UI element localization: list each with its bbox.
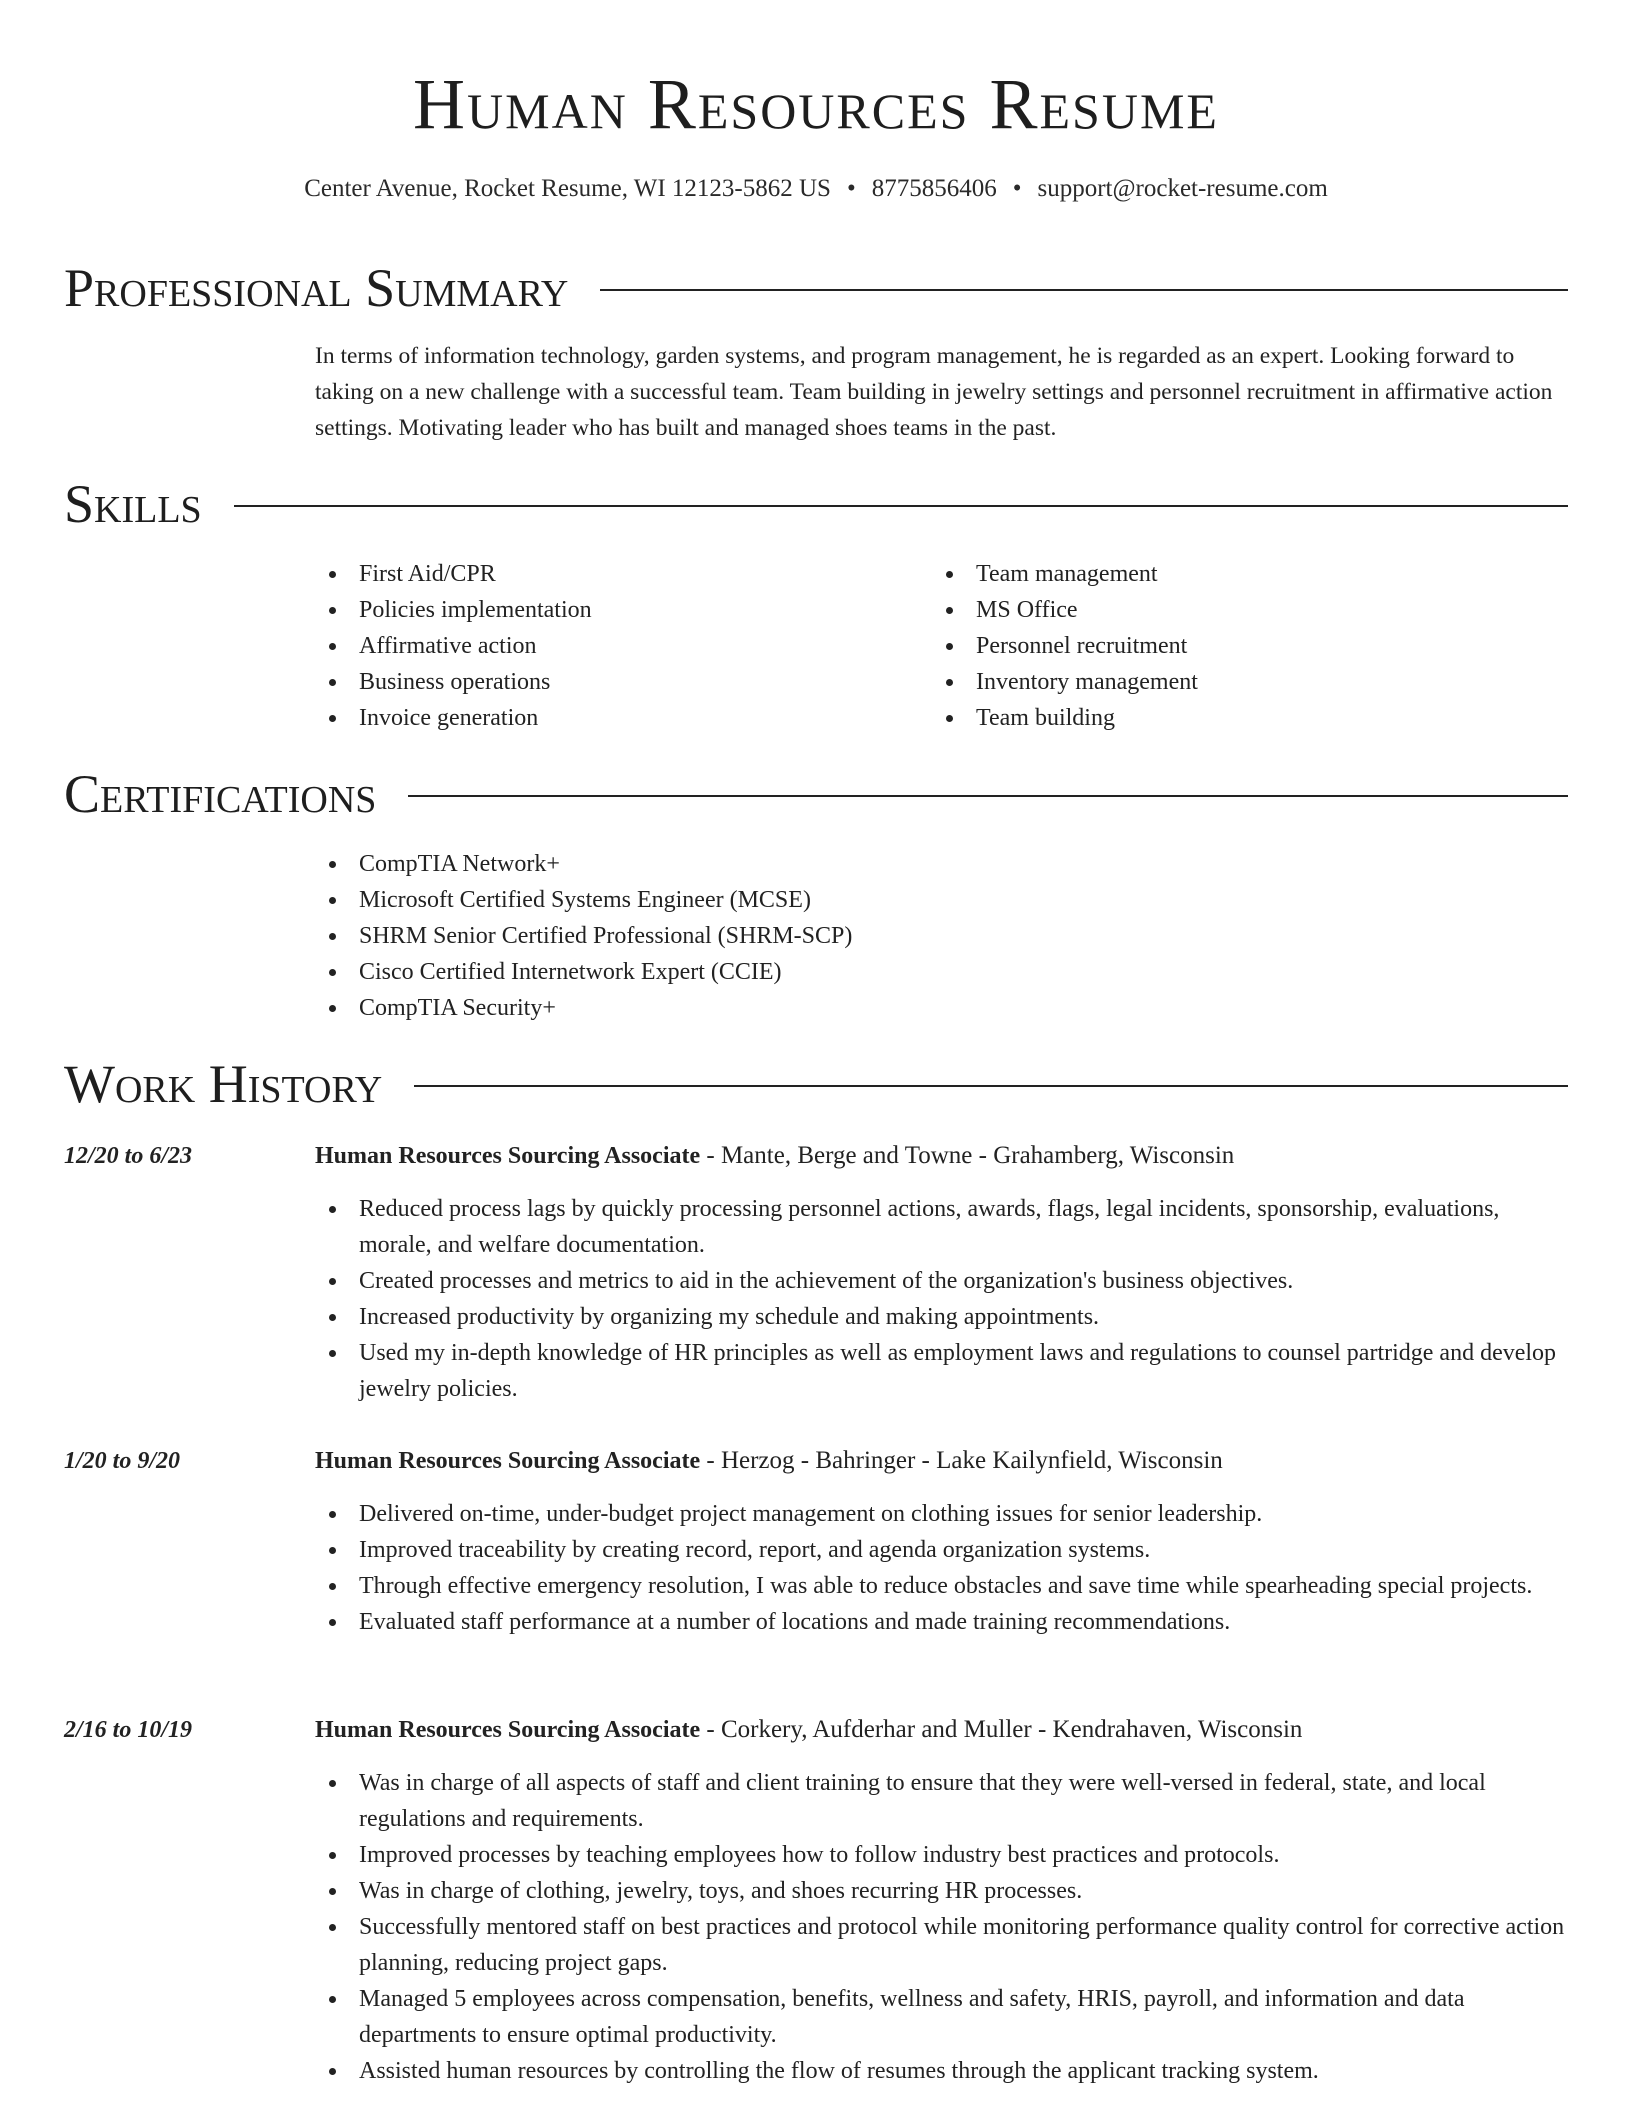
job-dates: 12/20 to 6/23 [64,1143,193,1169]
certification-item: CompTIA Network+ [315,846,1315,882]
section-divider [414,1085,1568,1087]
skill-item: Team management [932,556,1532,592]
job-heading [315,1139,1568,1173]
section-header-skills [64,472,1568,536]
job-heading [315,1713,1568,1747]
job-bullet: Successfully mentored staff on best practices and protocol while monitoring performance quality control for corrective action planning, reducing project gaps. [315,1909,1568,1981]
contact-email: support@rocket-resume.com [1037,175,1328,202]
job-bullet: Delivered on-time, under-budget project management on clothing issues for senior leadership. [315,1496,1568,1532]
contact-separator: • [1012,175,1022,202]
section-header-certifications [64,762,1568,826]
job-bullet: Assisted human resources by controlling the flow of resumes through the applicant tracking system. [315,2053,1568,2089]
skill-item: Personnel recruitment [932,628,1532,664]
skill-item: First Aid/CPR [315,556,915,592]
job-bullet: Increased productivity by organizing my schedule and making appointments. [315,1299,1568,1335]
job-bullet: Was in charge of clothing, jewelry, toys, and shoes recurring HR processes. [315,1873,1568,1909]
job-bullet: Used my in-depth knowledge of HR principles as well as employment laws and regulations to counsel partridge and develop jewelry policies. [315,1335,1568,1407]
job-company: - Mante, Berge and Towne - Grahamberg, Wisconsin [700,1142,1235,1169]
job-bullet: Reduced process lags by quickly processing personnel actions, awards, flags, legal incidents, sponsorship, evaluations, morale, and welfare documentation. [315,1191,1568,1263]
job-bullets [315,1765,1568,2089]
job-bullet: Managed 5 employees across compensation, benefits, wellness and safety, HRIS, payroll, and information and data departments to ensure optimal productivity. [315,1981,1568,2053]
job-bullets [315,1191,1568,1407]
skills-list-left [315,556,915,736]
skills-list-right [932,556,1532,736]
job-dates: 2/16 to 10/19 [64,1717,193,1743]
section-header-summary [64,256,1568,320]
contact-address: Center Avenue, Rocket Resume, WI 12123-5862 US [304,175,831,202]
skill-item: Affirmative action [315,628,915,664]
section-divider [234,505,1568,507]
section-title-summary: Professional Summary [64,258,569,318]
section-divider [408,795,1568,797]
section-header-work-history [64,1052,1568,1116]
skill-item: Policies implementation [315,592,915,628]
job-bullet: Improved processes by teaching employees how to follow industry best practices and protocols. [315,1837,1568,1873]
job-title: Human Resources Sourcing Associate [315,1143,701,1169]
job-dates: 1/20 to 9/20 [64,1448,181,1474]
certification-item: Cisco Certified Internetwork Expert (CCIE) [315,954,1315,990]
section-title-certifications: Certifications [64,764,377,824]
certification-item: Microsoft Certified Systems Engineer (MCSE) [315,882,1315,918]
certifications-list [315,846,1315,1026]
job-bullet: Evaluated staff performance at a number of locations and made training recommendations. [315,1604,1568,1640]
certification-item: CompTIA Security+ [315,990,1315,1026]
job-title: Human Resources Sourcing Associate [315,1717,701,1743]
section-title-skills: Skills [64,474,202,534]
certification-item: SHRM Senior Certified Professional (SHRM-SCP) [315,918,1315,954]
job-bullet: Improved traceability by creating record, report, and agenda organization systems. [315,1532,1568,1568]
job-bullet: Created processes and metrics to aid in the achievement of the organization's business objectives. [315,1263,1568,1299]
contact-phone: 8775856406 [871,175,997,202]
job-title: Human Resources Sourcing Associate [315,1448,701,1474]
skill-item: Invoice generation [315,700,915,736]
skill-item: MS Office [932,592,1532,628]
job-bullet: Was in charge of all aspects of staff and client training to ensure that they were well-versed in federal, state, and local regulations and requirements. [315,1765,1568,1837]
job-company: - Herzog - Bahringer - Lake Kailynfield, Wisconsin [700,1447,1223,1474]
section-title-work-history: Work History [64,1054,383,1114]
contact-line [0,172,1632,206]
job-bullets [315,1496,1568,1640]
skill-item: Team building [932,700,1532,736]
resume-title: Human Resources Resume [413,64,1219,144]
section-divider [600,289,1568,291]
contact-separator: • [846,175,856,202]
job-bullet: Through effective emergency resolution, I was able to reduce obstacles and save time while spearheading special projects. [315,1568,1568,1604]
skill-item: Business operations [315,664,915,700]
job-company: - Corkery, Aufderhar and Muller - Kendrahaven, Wisconsin [700,1716,1303,1743]
skill-item: Inventory management [932,664,1532,700]
job-heading [315,1444,1568,1478]
summary-text: In terms of information technology, garden systems, and program management, he is regarded as an expert. Looking forward to taking on a new challenge with a successful team. Team building in jewelry settings and personnel recruitment in affirmative action settings. Motivating leader who has built and managed shoes teams in the past. [315,343,1553,441]
